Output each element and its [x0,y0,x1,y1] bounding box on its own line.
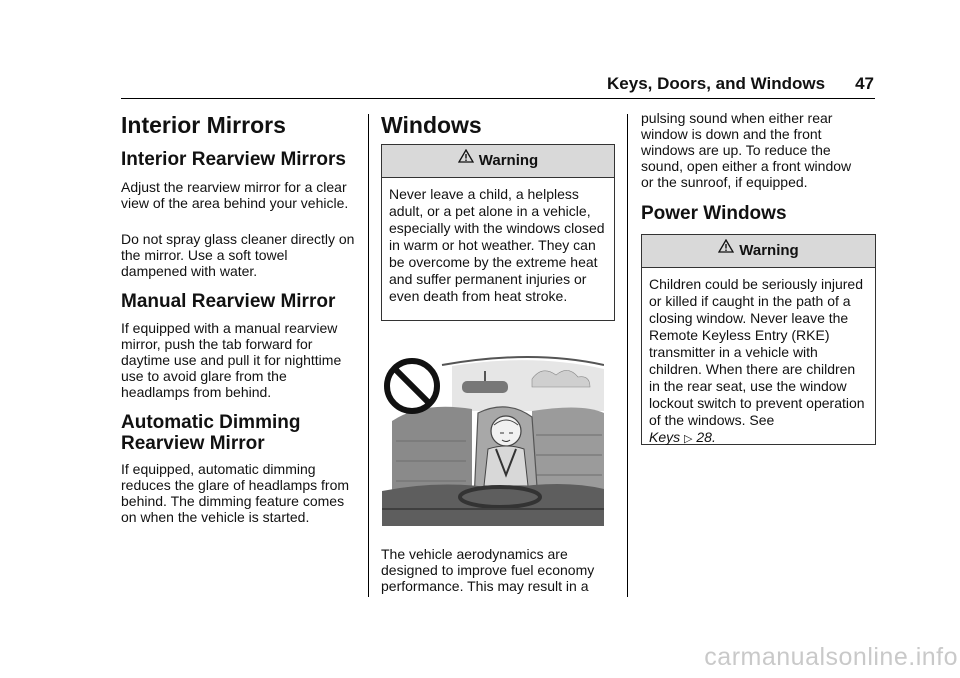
paragraph-automatic-dimming: If equipped, automatic dimming reduces the glare of headlamps from behind. The dimming feature comes on when the vehicle is started. [121,461,350,525]
xref-keys-link[interactable] [649,429,716,445]
warning-header [642,235,875,268]
xref-page: 28. [696,429,716,445]
paragraph-manual-mirror: If equipped with a manual rearview mirror, push the tab forward for daytime use and pull it for nighttime use to avoid glare from the headlamps from behind. [121,320,342,400]
column-divider-2 [627,114,628,597]
paragraph-adjust-mirror: Adjust the rearview mirror for a clear view of the area behind your vehicle. [121,179,349,211]
warning-triangle-icon [718,233,734,265]
paragraph-pulsing-sound: pulsing sound when either rear window is down and the front windows are up. To reduce the sound, open either a front window or the sunroof, if equipped. [641,110,852,190]
xref-label: Keys [649,429,681,445]
heading-power-windows: Power Windows [641,203,787,224]
paragraph-aerodynamics: The vehicle aerodynamics are designed to improve fuel economy performance. This may result in a [381,546,595,594]
heading-interior-mirrors: Interior Mirrors [121,112,286,138]
warning-title: Warning [478,152,539,169]
heading-manual-rearview-mirror: Manual Rearview Mirror [121,291,336,312]
running-header [607,74,874,94]
page-number: 47 [855,74,874,93]
warning-title: Warning [739,242,799,259]
warning-triangle-icon [458,143,474,175]
warning-box-child-heat [381,144,615,321]
warning-text: Never leave a child, a helpless adult, or a pet alone in a vehicle, especially with the windows closed in warm or hot weather. They can be overcome by the extreme heat and suffer permanent injuries or even death from heat stroke. [389,186,605,304]
watermark: carmanualsonline.info [704,643,958,671]
warning-header [382,145,614,178]
heading-automatic-dimming-line1: Automatic Dimming [121,412,301,433]
warning-box-power-windows [641,234,876,445]
warning-body-text: Children could be seriously injured or killed if caught in the path of a closing window. Never leave the Remote Keyless Entry (RKE) transmitter in a vehicle with children. When there are children in the rear seat, use the window lockout switch to prevent operation of the windows. See [649,276,865,428]
heading-automatic-dimming-line2: Rearview Mirror [121,433,265,454]
paragraph-cleaning: Do not spray glass cleaner directly on the mirror. Use a soft towel dampened with water. [121,231,355,279]
column-divider-1 [368,114,369,597]
warning-text [642,268,875,448]
heading-interior-rearview-mirrors: Interior Rearview Mirrors [121,149,346,170]
section-title: Keys, Doors, and Windows [607,74,826,93]
child-in-car-illustration [382,351,604,526]
heading-windows: Windows [381,112,482,138]
xref-arrow-icon: ▷ [684,433,693,445]
header-rule [121,98,875,99]
